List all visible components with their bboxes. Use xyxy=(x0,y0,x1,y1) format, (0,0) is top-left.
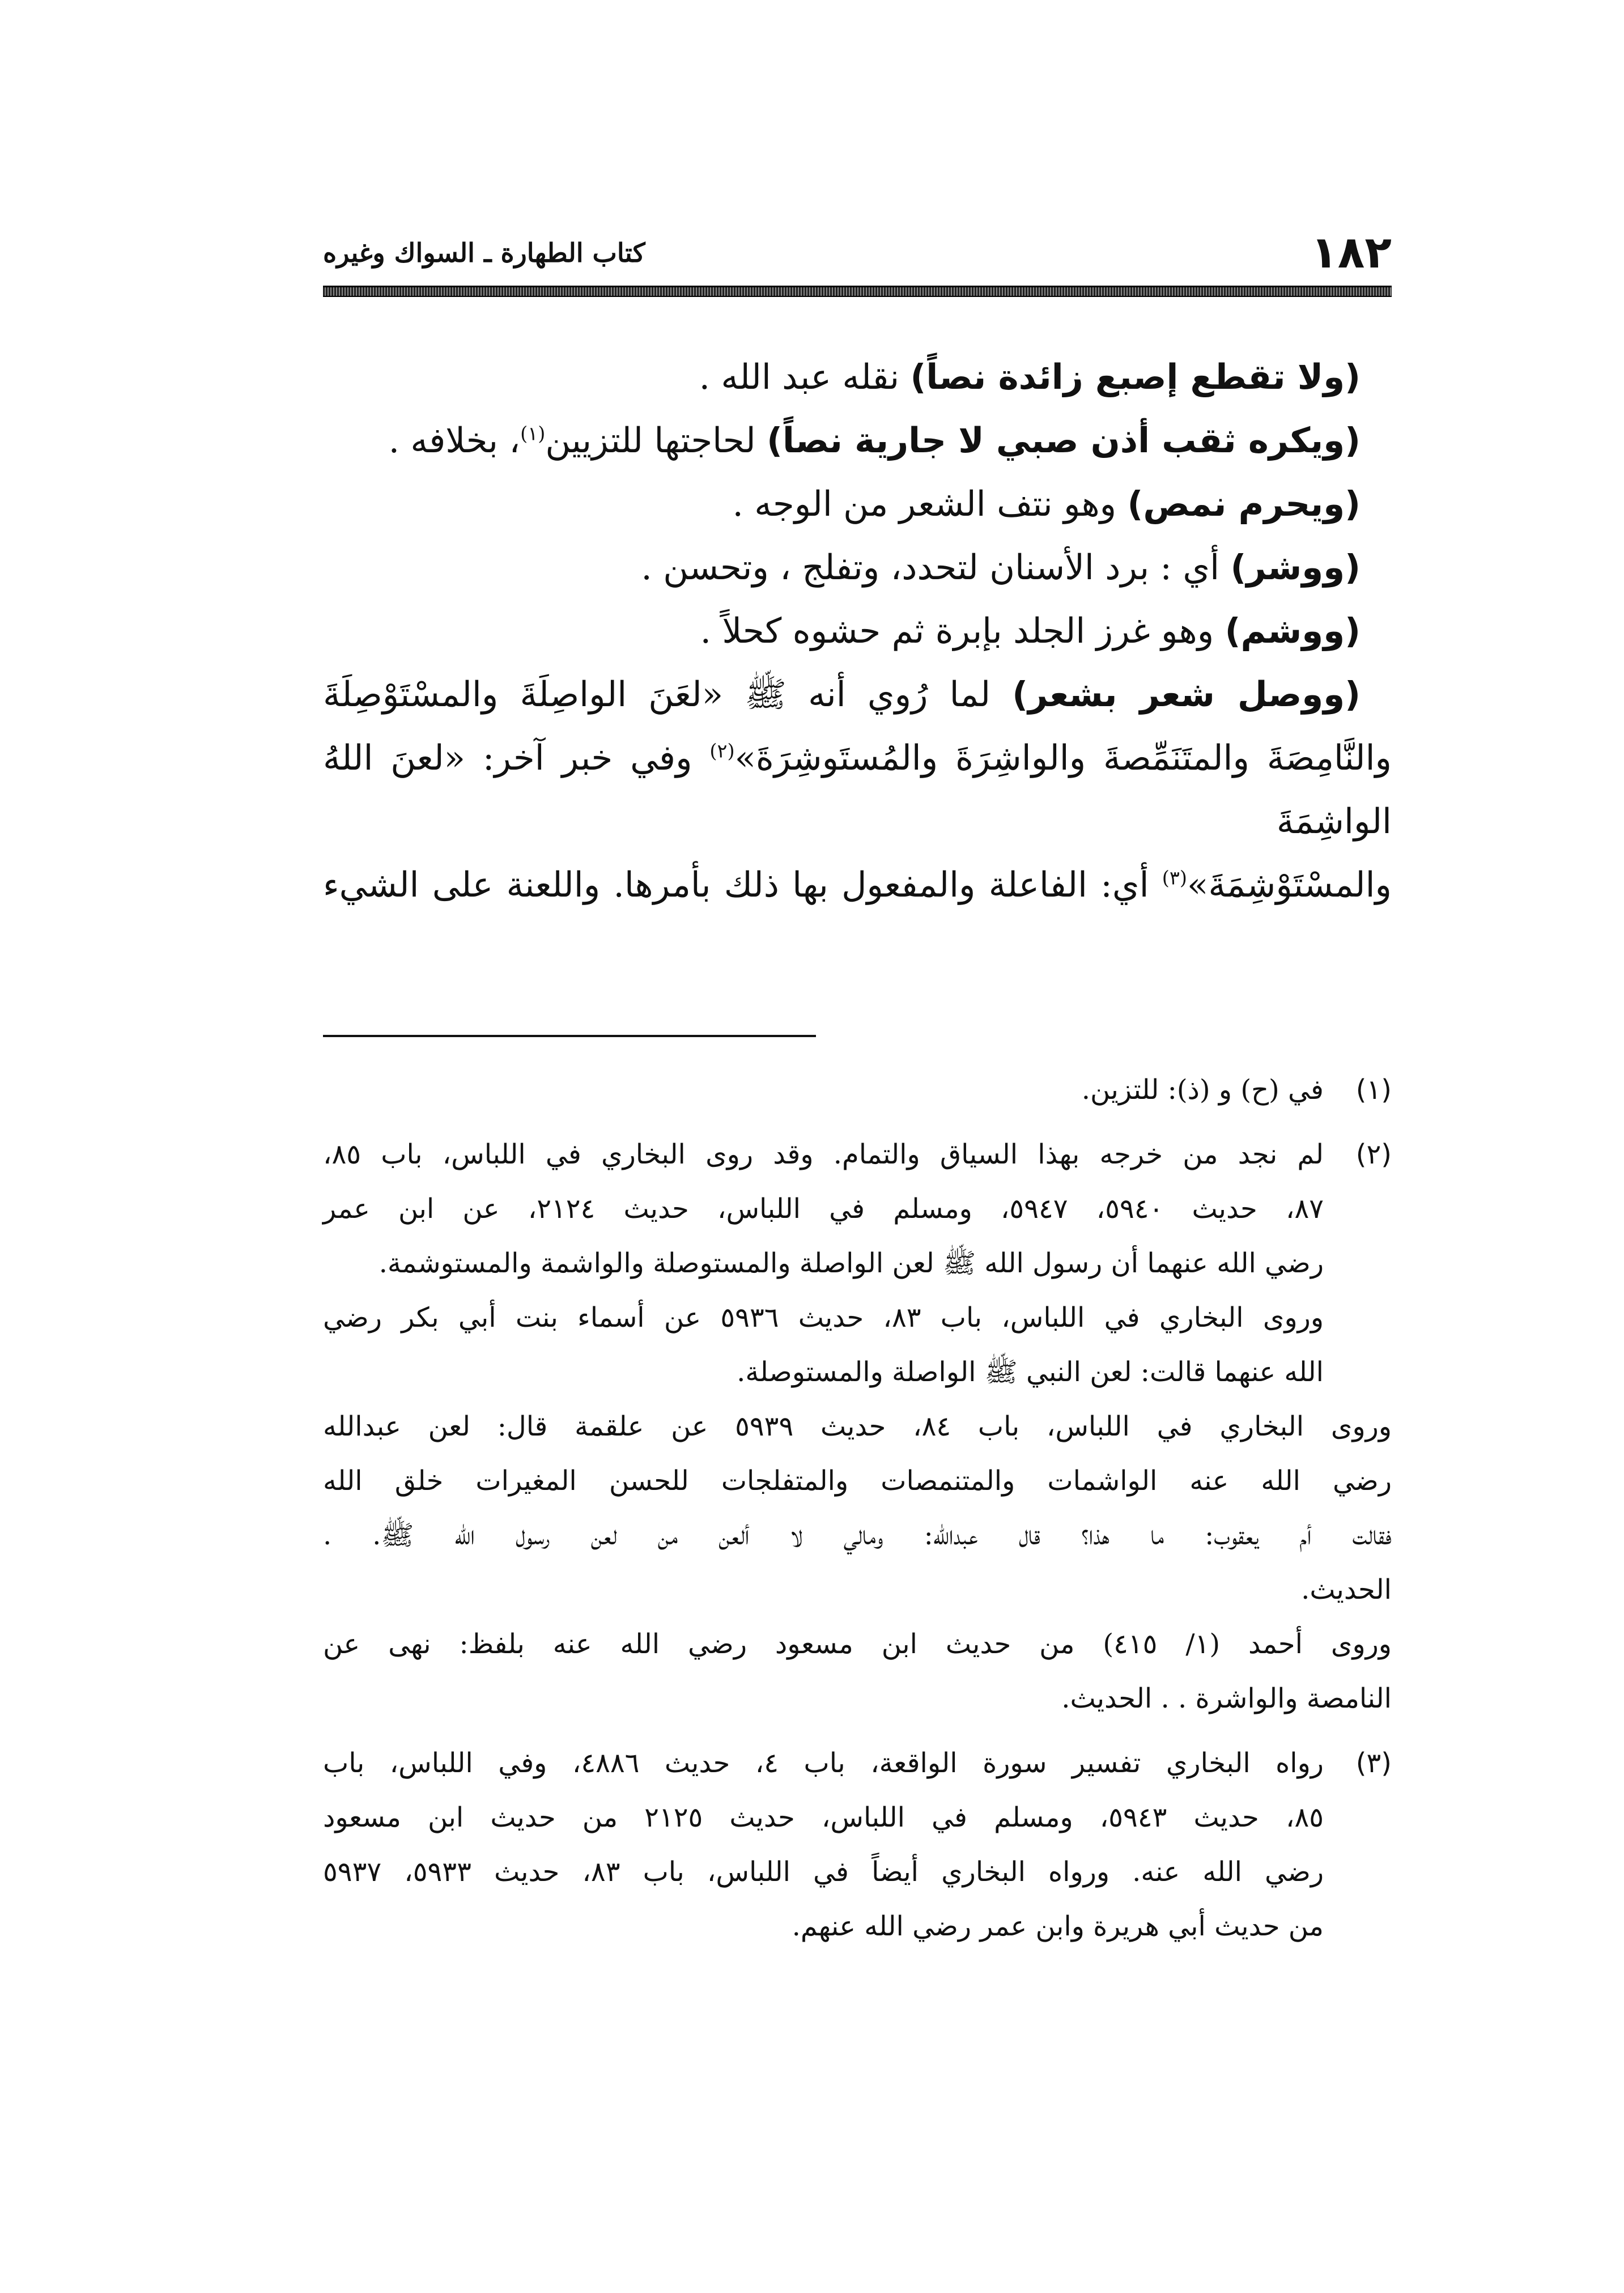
text-line-3: (ويحرم نمص) وهو نتف الشعر من الوجه . xyxy=(732,484,1361,524)
footnote-3: (٣)رواه البخاري تفسير سورة الواقعة، باب ٤، حديث ٤٨٨٦، وفي اللباس، باب ٨٥، حديث ٥٩٤٣، ومسلم في اللباس، حديث ٢١٢٥ من حديث ابن مسعود رضي الله عنه. ورواه البخاري أيضاً في اللباس، باب ٨٣، حديث ٥٩٣٣، ٥٩٣٧ من حديث أبي هريرة وابن عمر رضي الله عنهم. xyxy=(323,1736,1392,1954)
text-line-1: (ولا تقطع إصبع زائدة نصاً) نقله عبد الله . xyxy=(699,357,1361,397)
footnote-ref-1: (١) xyxy=(520,422,546,445)
footnote-number: (٣) xyxy=(1355,1747,1392,1779)
footnote-number: (١) xyxy=(1355,1074,1392,1106)
page-number: ١٨٢ xyxy=(1311,227,1392,278)
text-line-6: (ووصل شعر بشعر) لما رُوي أنه ﷺ «لعَنَ الواصِلَةَ والمسْتَوْصِلَةَ xyxy=(323,674,1361,715)
running-title: كتاب الطهارة ـ السواك وغيره xyxy=(323,237,645,268)
footnote-number: (٢) xyxy=(1355,1139,1392,1170)
main-text xyxy=(323,346,1392,917)
text-line-5: (ووشم) وهو غرز الجلد بإبرة ثم حشوه كحلاً . xyxy=(700,611,1361,651)
text-line-4: (ووشر) أي : برد الأسنان لتحدد، وتفلج ، وتحسن . xyxy=(641,547,1361,588)
footnote-1: (١)في (ح) و (ذ): للتزين. xyxy=(323,1063,1392,1117)
footnote-2: (٢)لم نجد من خرجه بهذا السياق والتمام. وقد روى البخاري في اللباس، باب ٨٥، ٨٧، حديث ٥٩٤٠، ٥٩٤٧، ومسلم في اللباس، حديث ٢١٢٤، عن ابن عمر رضي الله عنهما أن رسول الله ﷺ لعن الواصلة والمستوصلة والواشمة والمستوشمة. وروى البخاري في اللباس، باب ٨٣، حديث ٥٩٣٦ عن أسماء بنت أبي بكر رضي الله عنهما قالت: لعن النبي ﷺ الواصلة والمستوصلة. وروى البخاري في اللباس، باب ٨٤، حديث ٥٩٣٩ عن علقمة قال: لعن عبدالله رضي الله عنه الواشمات والمتنمصات والمتفلجات للحسن المغيرات خلق الله فقالت أم يعقوب: ما هذا؟ قال عبدالله: ومالي لا ألعن من لعن رسول الله ﷺ. . الحديث. وروى أحمد (١/ ٤١٥) من حديث ابن مسعود رضي الله عنه بلفظ: نهى عن النامصة والواشرة . . الحديث. xyxy=(323,1127,1392,1726)
footnote-separator xyxy=(323,1035,816,1037)
footnote-ref-2: (٢) xyxy=(709,740,735,762)
text-line-8: والمسْتَوْشِمَةَ»$^{(٣)}$ أي: الفاعلة والمفعول بها ذلك بأمرها. واللعنة على الشيء xyxy=(323,865,1392,905)
text-line-7: والنَّامِصَةَ والمتَنَمِّصةَ والواشِرَةَ والمُستَوشِرَةَ»$^{(٢)}$ وفي خبر آخر: «لعنَ اللهُ الواشِمَةَ xyxy=(323,738,1392,842)
page-header xyxy=(323,227,1392,279)
footnotes xyxy=(323,1063,1392,1954)
header-rule xyxy=(323,286,1392,297)
footnote-ref-3: (٣) xyxy=(1162,867,1187,889)
text-line-2: (ويكره ثقب أذن صبي لا جارية نصاً) لحاجتها للتزيين$^{(١)}$، بخلافه . xyxy=(388,421,1361,461)
